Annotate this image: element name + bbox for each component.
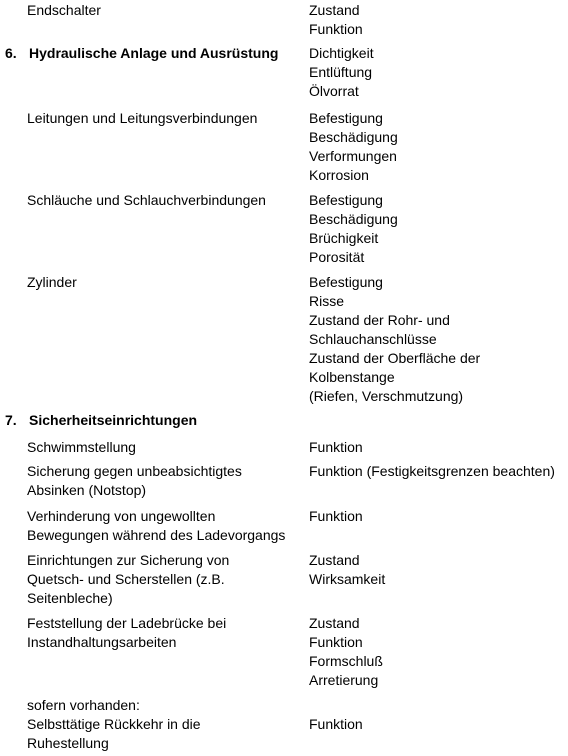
check-text: Beschädigung [309,211,398,227]
item-label [27,438,302,457]
check-text: Wirksamkeit [309,571,386,587]
item-text: Instandhaltungsarbeiten [27,634,177,650]
check-text: Zustand der Oberfläche der [309,350,481,366]
check-text: Arretierung [309,672,379,688]
check-text: Befestigung [309,192,383,208]
check-text: Korrosion [309,167,369,183]
item-label [27,614,302,652]
check-text: Funktion [309,634,363,650]
item-text: Einrichtungen zur Sicherung von [27,552,230,568]
item-label [27,109,302,128]
check-text: (Riefen, Verschmutzung) [309,388,464,404]
item-text: Schwimmstellung [27,439,136,455]
check-list [309,551,568,589]
check-text: Funktion [309,439,363,455]
item-label [27,273,302,292]
check-text: Befestigung [309,110,383,126]
check-text: Dichtigkeit [309,45,374,61]
item-text: Verhinderung von ungewollten [27,508,216,524]
item-text: Bewegungen während des Ladevorgangs [27,527,286,543]
check-text: Zustand [309,2,360,18]
check-text: Beschädigung [309,129,398,145]
item-label [27,715,302,753]
check-text: Verformungen [309,148,397,164]
item-text: Feststellung der Ladebrücke bei [27,615,227,631]
check-text: Befestigung [309,274,383,290]
item-label [27,191,302,210]
check-text: Zustand [309,615,360,631]
section-title: Hydraulische Anlage und Ausrüstung [29,45,279,61]
item-text: Zylinder [27,274,77,290]
item-text: Seitenbleche) [27,590,113,606]
check-text: Formschluß [309,653,383,669]
check-list [309,614,568,690]
check-list [309,438,568,457]
item-text: Absinken (Notstop) [27,482,147,498]
check-list [309,44,568,101]
check-list [309,191,568,267]
check-text: Funktion [309,716,363,732]
check-list [309,273,568,406]
check-list [309,1,568,39]
section-number: 7. [5,412,17,428]
check-text: Kolbenstange [309,369,395,385]
item-label [27,1,302,20]
check-text: Zustand [309,552,360,568]
item-text: Quetsch- und Scherstellen (z.B. [27,571,225,587]
section-title: Sicherheitseinrichtungen [29,412,198,428]
item-text: Schläuche und Schlauchverbindungen [27,192,266,208]
check-list [309,462,568,481]
check-text: Porosität [309,249,365,265]
check-list [309,715,568,734]
section-number: 6. [5,45,17,61]
item-text: Endschalter [27,2,101,18]
item-label [27,462,302,500]
item-text: Ruhestellung [27,735,109,751]
item-text: Leitungen und Leitungsverbindungen [27,110,258,126]
item-text: Sicherung gegen unbeabsichtigtes [27,463,242,479]
check-text: Risse [309,293,345,309]
item-text: sofern vorhanden: [27,697,140,713]
item-label [27,696,302,715]
check-text: Entlüftung [309,64,373,80]
check-text: Brüchigkeit [309,230,379,246]
check-text: Ölvorrat [309,83,359,99]
check-text: Funktion [309,21,363,37]
check-list [309,507,568,526]
check-text: Zustand der Rohr- und [309,312,450,328]
check-text: Funktion (Festigkeitsgrenzen beachten) [309,463,555,479]
check-text: Schlauchanschlüsse [309,331,437,347]
item-text: Selbsttätige Rückkehr in die [27,716,201,732]
check-list [309,109,568,185]
check-text: Funktion [309,508,363,524]
item-label [27,551,302,608]
item-label [27,507,302,545]
